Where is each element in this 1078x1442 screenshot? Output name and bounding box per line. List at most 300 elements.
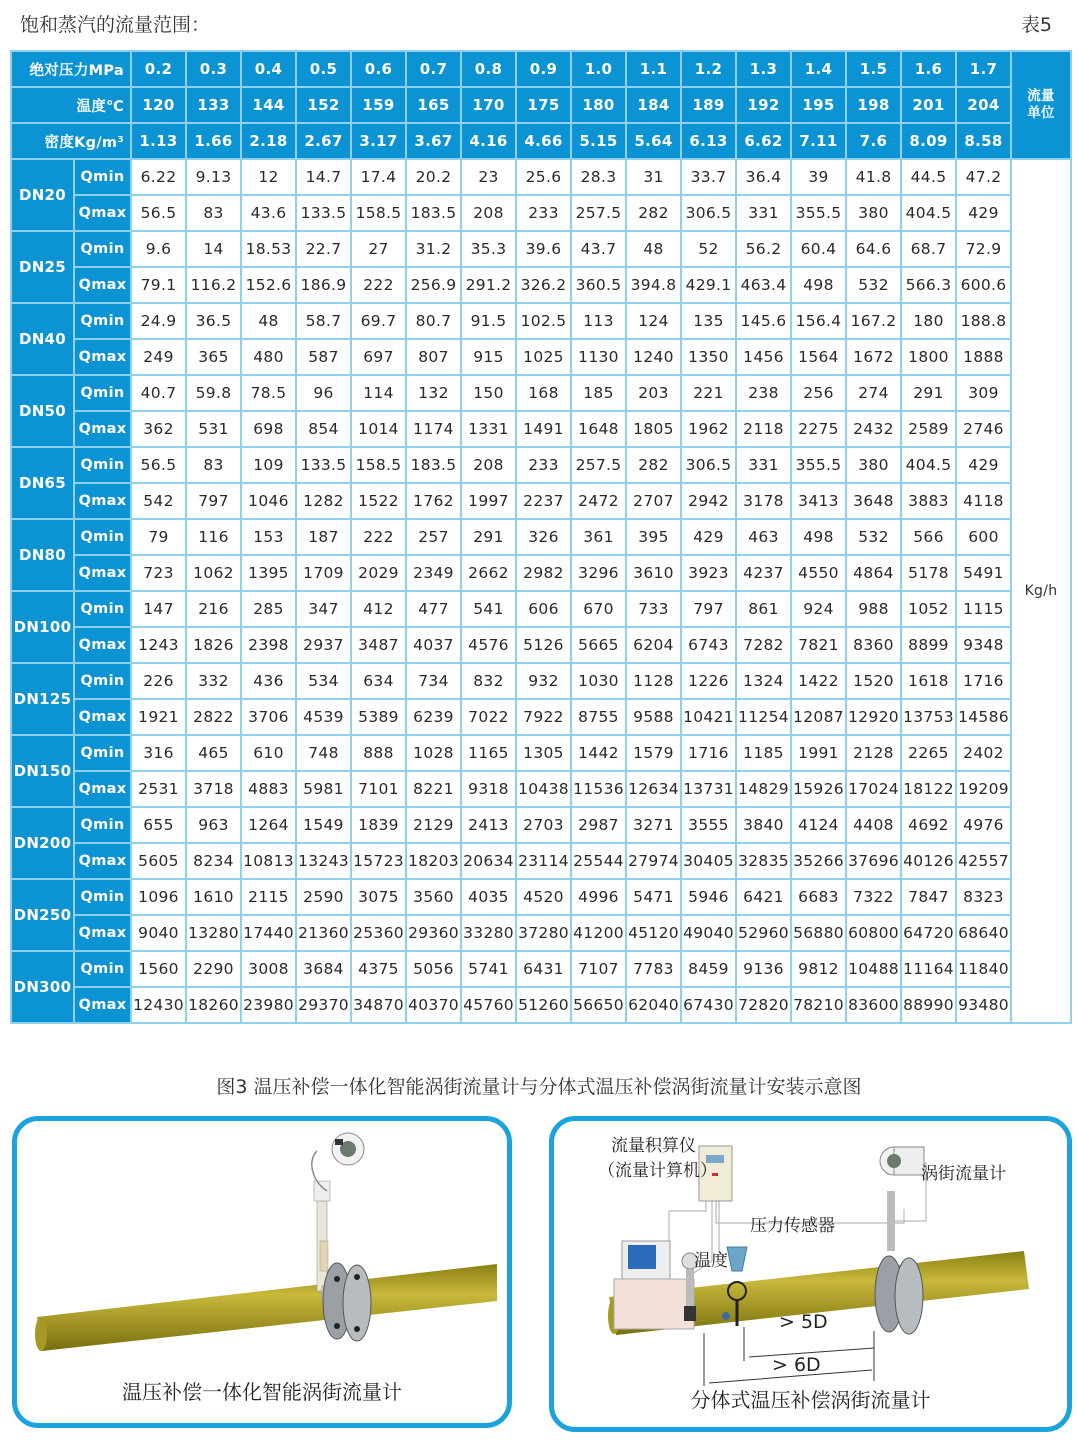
qmin-cell: 109 <box>241 447 296 483</box>
qmax-cell: 1709 <box>296 555 351 591</box>
qmax-label: Qmax <box>74 843 131 879</box>
qmax-cell: 326.2 <box>516 267 571 303</box>
qmin-cell: 1226 <box>681 663 736 699</box>
qmax-cell: 807 <box>406 339 461 375</box>
qmin-cell: 1165 <box>461 735 516 771</box>
qmax-cell: 8360 <box>846 627 901 663</box>
pipe-size-label: DN100 <box>11 591 74 663</box>
qmax-cell: 2275 <box>791 411 846 447</box>
qmax-cell: 12920 <box>846 699 901 735</box>
qmin-cell: 147 <box>131 591 186 627</box>
qmax-cell: 93480 <box>956 987 1011 1023</box>
distance-5d-label: > 5D <box>779 1311 828 1333</box>
qmin-cell: 113 <box>571 303 626 339</box>
integrated-meter-panel <box>12 1116 512 1428</box>
header-cell: 165 <box>406 87 461 123</box>
qmax-cell: 186.9 <box>296 267 351 303</box>
qmin-cell: 1839 <box>351 807 406 843</box>
qmax-cell: 152.6 <box>241 267 296 303</box>
qmax-cell: 1350 <box>681 339 736 375</box>
qmax-cell: 1921 <box>131 699 186 735</box>
header-cell: 1.0 <box>571 51 626 87</box>
qmax-cell: 1997 <box>461 483 516 519</box>
qmax-cell: 20634 <box>461 843 516 879</box>
unit-header-line2: 单位 <box>1027 105 1055 121</box>
qmin-cell: 347 <box>296 591 351 627</box>
qmin-cell: 1991 <box>791 735 846 771</box>
qmin-cell: 309 <box>956 375 1011 411</box>
qmin-cell: 4520 <box>516 879 571 915</box>
qmin-cell: 5946 <box>681 879 736 915</box>
qmin-cell: 78.5 <box>241 375 296 411</box>
qmin-cell: 932 <box>516 663 571 699</box>
qmin-cell: 8459 <box>681 951 736 987</box>
qmin-cell: 79 <box>131 519 186 555</box>
row-header-temperature: 温度℃ <box>11 87 131 123</box>
header-cell: 1.5 <box>846 51 901 87</box>
header-cell: 144 <box>241 87 296 123</box>
qmax-cell: 2398 <box>241 627 296 663</box>
qmax-cell: 1331 <box>461 411 516 447</box>
table-row <box>11 915 1071 951</box>
qmin-cell: 188.8 <box>956 303 1011 339</box>
qmax-cell: 4539 <box>296 699 351 735</box>
qmax-cell: 365 <box>186 339 241 375</box>
qmin-cell: 436 <box>241 663 296 699</box>
qmin-cell: 1520 <box>846 663 901 699</box>
qmin-cell: 9.13 <box>186 159 241 195</box>
qmin-cell: 168 <box>516 375 571 411</box>
qmax-cell: 5126 <box>516 627 571 663</box>
header-cell: 7.6 <box>846 123 901 159</box>
header-cell: 0.4 <box>241 51 296 87</box>
qmax-cell: 62040 <box>626 987 681 1023</box>
qmin-cell: 463 <box>736 519 791 555</box>
header-cell: 7.11 <box>791 123 846 159</box>
qmax-cell: 256.9 <box>406 267 461 303</box>
qmin-cell: 534 <box>296 663 351 699</box>
qmin-cell: 404.5 <box>901 447 956 483</box>
pipe-size-label: DN50 <box>11 375 74 447</box>
steam-flow-range-table <box>10 50 1072 1024</box>
qmax-cell: 1046 <box>241 483 296 519</box>
qmin-cell: 9812 <box>791 951 846 987</box>
qmax-cell: 13243 <box>296 843 351 879</box>
qmin-cell: 3840 <box>736 807 791 843</box>
table-row <box>11 519 1071 555</box>
qmin-cell: 20.2 <box>406 159 461 195</box>
qmin-cell: 14.7 <box>296 159 351 195</box>
qmax-cell: 14829 <box>736 771 791 807</box>
qmin-cell: 133.5 <box>296 447 351 483</box>
qmax-cell: 8755 <box>571 699 626 735</box>
qmin-cell: 96 <box>296 375 351 411</box>
table-number-label: 表5 <box>1020 14 1052 36</box>
qmax-cell: 2707 <box>626 483 681 519</box>
qmax-cell: 13280 <box>186 915 241 951</box>
table-row <box>11 879 1071 915</box>
qmax-cell: 30405 <box>681 843 736 879</box>
qmax-cell: 41200 <box>571 915 626 951</box>
qmax-cell: 158.5 <box>351 195 406 231</box>
qmin-cell: 924 <box>791 591 846 627</box>
pipe-size-label: DN250 <box>11 879 74 951</box>
qmin-cell: 274 <box>846 375 901 411</box>
qmax-cell: 9348 <box>956 627 1011 663</box>
qmax-label: Qmax <box>74 699 131 735</box>
qmin-cell: 238 <box>736 375 791 411</box>
header-cell: 6.62 <box>736 123 791 159</box>
qmax-cell: 37280 <box>516 915 571 951</box>
qmax-cell: 380 <box>846 195 901 231</box>
qmax-cell: 43.6 <box>241 195 296 231</box>
qmin-cell: 6431 <box>516 951 571 987</box>
qmin-cell: 670 <box>571 591 626 627</box>
qmax-cell: 2589 <box>901 411 956 447</box>
qmax-cell: 2662 <box>461 555 516 591</box>
qmax-cell: 1962 <box>681 411 736 447</box>
qmin-cell: 610 <box>241 735 296 771</box>
qmax-cell: 1672 <box>846 339 901 375</box>
qmax-cell: 88990 <box>901 987 956 1023</box>
qmax-cell: 17024 <box>846 771 901 807</box>
qmax-cell: 208 <box>461 195 516 231</box>
qmin-cell: 4408 <box>846 807 901 843</box>
qmin-cell: 285 <box>241 591 296 627</box>
qmax-cell: 33280 <box>461 915 516 951</box>
qmax-cell: 10813 <box>241 843 296 879</box>
qmax-cell: 723 <box>131 555 186 591</box>
pipe-size-label: DN40 <box>11 303 74 375</box>
qmax-cell: 233 <box>516 195 571 231</box>
qmax-cell: 183.5 <box>406 195 461 231</box>
qmin-cell: 23 <box>461 159 516 195</box>
header-cell: 0.6 <box>351 51 406 87</box>
qmin-label: Qmin <box>74 159 131 195</box>
qmax-cell: 360.5 <box>571 267 626 303</box>
qmax-label: Qmax <box>74 987 131 1023</box>
qmin-cell: 145.6 <box>736 303 791 339</box>
header-cell: 5.64 <box>626 123 681 159</box>
qmax-cell: 12087 <box>791 699 846 735</box>
qmin-cell: 36.5 <box>186 303 241 339</box>
qmin-cell: 1305 <box>516 735 571 771</box>
header-cell: 201 <box>901 87 956 123</box>
table-row <box>11 663 1071 699</box>
qmax-cell: 1805 <box>626 411 681 447</box>
qmin-cell: 7107 <box>571 951 626 987</box>
qmax-label: Qmax <box>74 555 131 591</box>
qmax-cell: 2942 <box>681 483 736 519</box>
integrator-sub-label: （流量计算机） <box>598 1161 717 1181</box>
header-cell: 198 <box>846 87 901 123</box>
qmax-cell: 18122 <box>901 771 956 807</box>
qmin-cell: 3271 <box>626 807 681 843</box>
header-cell: 2.18 <box>241 123 296 159</box>
qmax-cell: 797 <box>186 483 241 519</box>
pipe-size-label: DN25 <box>11 231 74 303</box>
qmax-cell: 56650 <box>571 987 626 1023</box>
qmax-cell: 355.5 <box>791 195 846 231</box>
qmin-cell: 2987 <box>571 807 626 843</box>
qmin-cell: 7322 <box>846 879 901 915</box>
qmin-cell: 156.4 <box>791 303 846 339</box>
qmax-cell: 463.4 <box>736 267 791 303</box>
qmin-cell: 733 <box>626 591 681 627</box>
header-row-density <box>11 123 1071 159</box>
header-cell: 1.1 <box>626 51 681 87</box>
header-cell: 0.9 <box>516 51 571 87</box>
header-cell: 189 <box>681 87 736 123</box>
qmin-cell: 7847 <box>901 879 956 915</box>
header-cell: 159 <box>351 87 406 123</box>
qmin-cell: 72.9 <box>956 231 1011 267</box>
qmin-cell: 4976 <box>956 807 1011 843</box>
split-meter-panel <box>549 1116 1072 1432</box>
qmin-cell: 14 <box>186 231 241 267</box>
qmin-cell: 600 <box>956 519 1011 555</box>
qmax-cell: 331 <box>736 195 791 231</box>
qmin-cell: 316 <box>131 735 186 771</box>
qmin-cell: 1716 <box>681 735 736 771</box>
qmax-cell: 7282 <box>736 627 791 663</box>
table-row <box>11 447 1071 483</box>
qmax-cell: 222 <box>351 267 406 303</box>
qmin-cell: 22.7 <box>296 231 351 267</box>
figure-caption: 图3 温压补偿一体化智能涡街流量计与分体式温压补偿涡街流量计安装示意图 <box>216 1076 862 1098</box>
qmax-cell: 2029 <box>351 555 406 591</box>
qmax-cell: 14586 <box>956 699 1011 735</box>
qmin-cell: 2590 <box>296 879 351 915</box>
qmin-cell: 68.7 <box>901 231 956 267</box>
qmax-cell: 3706 <box>241 699 296 735</box>
table-row <box>11 987 1071 1023</box>
qmin-cell: 221 <box>681 375 736 411</box>
qmin-cell: 606 <box>516 591 571 627</box>
qmax-cell: 362 <box>131 411 186 447</box>
header-cell: 192 <box>736 87 791 123</box>
qmax-cell: 78210 <box>791 987 846 1023</box>
qmax-cell: 9318 <box>461 771 516 807</box>
qmin-cell: 11840 <box>956 951 1011 987</box>
qmin-cell: 1579 <box>626 735 681 771</box>
qmin-cell: 3075 <box>351 879 406 915</box>
pipe-size-label: DN125 <box>11 663 74 735</box>
qmin-cell: 216 <box>186 591 241 627</box>
qmax-cell: 2118 <box>736 411 791 447</box>
qmin-cell: 31 <box>626 159 681 195</box>
qmax-cell: 2349 <box>406 555 461 591</box>
qmin-cell: 124 <box>626 303 681 339</box>
qmin-cell: 3555 <box>681 807 736 843</box>
qmax-cell: 72820 <box>736 987 791 1023</box>
qmin-label: Qmin <box>74 663 131 699</box>
qmax-cell: 2432 <box>846 411 901 447</box>
qmax-cell: 18203 <box>406 843 461 879</box>
qmin-cell: 1115 <box>956 591 1011 627</box>
qmax-cell: 394.8 <box>626 267 681 303</box>
pipe-size-label: DN300 <box>11 951 74 1023</box>
table-row <box>11 267 1071 303</box>
qmin-cell: 4996 <box>571 879 626 915</box>
qmax-cell: 45120 <box>626 915 681 951</box>
table-row <box>11 231 1071 267</box>
qmin-cell: 655 <box>131 807 186 843</box>
pipe-size-label: DN20 <box>11 159 74 231</box>
qmax-cell: 1648 <box>571 411 626 447</box>
qmin-cell: 541 <box>461 591 516 627</box>
qmax-cell: 116.2 <box>186 267 241 303</box>
qmin-cell: 59.8 <box>186 375 241 411</box>
qmax-label: Qmax <box>74 627 131 663</box>
qmax-cell: 1522 <box>351 483 406 519</box>
header-cell: 184 <box>626 87 681 123</box>
qmin-cell: 498 <box>791 519 846 555</box>
qmax-label: Qmax <box>74 339 131 375</box>
qmin-cell: 988 <box>846 591 901 627</box>
qmin-cell: 36.4 <box>736 159 791 195</box>
qmax-cell: 49040 <box>681 915 736 951</box>
qmin-cell: 3008 <box>241 951 296 987</box>
qmin-cell: 64.6 <box>846 231 901 267</box>
qmin-cell: 797 <box>681 591 736 627</box>
qmax-cell: 3178 <box>736 483 791 519</box>
qmax-cell: 3487 <box>351 627 406 663</box>
header-cell: 133 <box>186 87 241 123</box>
header-cell: 5.15 <box>571 123 626 159</box>
qmin-cell: 47.2 <box>956 159 1011 195</box>
qmax-label: Qmax <box>74 915 131 951</box>
qmax-cell: 4118 <box>956 483 1011 519</box>
qmin-cell: 306.5 <box>681 447 736 483</box>
qmin-cell: 8323 <box>956 879 1011 915</box>
qmin-cell: 132 <box>406 375 461 411</box>
split-meter-caption: 分体式温压补偿涡街流量计 <box>690 1388 931 1412</box>
computer-icon <box>614 1241 694 1329</box>
qmin-cell: 2413 <box>461 807 516 843</box>
qmin-cell: 1716 <box>956 663 1011 699</box>
qmin-label: Qmin <box>74 591 131 627</box>
qmax-cell: 249 <box>131 339 186 375</box>
pressure-sensor-label: 压力传感器 <box>750 1216 835 1236</box>
qmax-cell: 306.5 <box>681 195 736 231</box>
header-cell: 1.6 <box>901 51 956 87</box>
table-row <box>11 303 1071 339</box>
qmin-cell: 150 <box>461 375 516 411</box>
qmax-cell: 23980 <box>241 987 296 1023</box>
qmax-cell: 40126 <box>901 843 956 879</box>
qmax-cell: 1826 <box>186 627 241 663</box>
qmax-cell: 3296 <box>571 555 626 591</box>
unit-header <box>1011 51 1071 159</box>
qmin-cell: 27 <box>351 231 406 267</box>
row-header-density: 密度Kg/m³ <box>11 123 131 159</box>
qmin-cell: 4035 <box>461 879 516 915</box>
qmin-label: Qmin <box>74 519 131 555</box>
qmax-cell: 7022 <box>461 699 516 735</box>
qmax-cell: 7821 <box>791 627 846 663</box>
header-cell: 175 <box>516 87 571 123</box>
qmin-label: Qmin <box>74 447 131 483</box>
qmax-cell: 68640 <box>956 915 1011 951</box>
qmin-cell: 114 <box>351 375 406 411</box>
qmax-cell: 1014 <box>351 411 406 447</box>
table-row <box>11 375 1071 411</box>
qmax-cell: 17440 <box>241 915 296 951</box>
qmax-cell: 1243 <box>131 627 186 663</box>
qmin-cell: 222 <box>351 519 406 555</box>
table-row <box>11 699 1071 735</box>
qmin-label: Qmin <box>74 951 131 987</box>
qmin-cell: 80.7 <box>406 303 461 339</box>
qmax-cell: 32835 <box>736 843 791 879</box>
qmin-cell: 203 <box>626 375 681 411</box>
table-row <box>11 339 1071 375</box>
qmax-cell: 1888 <box>956 339 1011 375</box>
qmax-cell: 480 <box>241 339 296 375</box>
qmin-cell: 39.6 <box>516 231 571 267</box>
qmin-cell: 282 <box>626 447 681 483</box>
qmin-cell: 1618 <box>901 663 956 699</box>
qmax-cell: 498 <box>791 267 846 303</box>
qmin-cell: 5741 <box>461 951 516 987</box>
qmin-cell: 40.7 <box>131 375 186 411</box>
qmax-cell: 133.5 <box>296 195 351 231</box>
header-cell: 0.2 <box>131 51 186 87</box>
qmin-cell: 1030 <box>571 663 626 699</box>
qmax-cell: 1762 <box>406 483 461 519</box>
qmax-cell: 12634 <box>626 771 681 807</box>
qmin-cell: 1560 <box>131 951 186 987</box>
qmin-cell: 12 <box>241 159 296 195</box>
qmax-cell: 12430 <box>131 987 186 1023</box>
qmax-cell: 8899 <box>901 627 956 663</box>
qmax-cell: 29370 <box>296 987 351 1023</box>
qmin-cell: 58.7 <box>296 303 351 339</box>
qmin-cell: 532 <box>846 519 901 555</box>
qmin-label: Qmin <box>74 807 131 843</box>
qmax-cell: 56.5 <box>131 195 186 231</box>
header-cell: 0.5 <box>296 51 351 87</box>
qmax-cell: 5178 <box>901 555 956 591</box>
qmax-cell: 2937 <box>296 627 351 663</box>
qmax-cell: 531 <box>186 411 241 447</box>
qmax-cell: 1395 <box>241 555 296 591</box>
qmin-cell: 465 <box>186 735 241 771</box>
qmax-cell: 587 <box>296 339 351 375</box>
header-cell: 195 <box>791 87 846 123</box>
qmin-cell: 31.2 <box>406 231 461 267</box>
qmin-cell: 4375 <box>351 951 406 987</box>
qmax-cell: 18260 <box>186 987 241 1023</box>
row-header-pressure: 绝对压力MPa <box>11 51 131 87</box>
qmax-cell: 1174 <box>406 411 461 447</box>
header-cell: 6.13 <box>681 123 736 159</box>
qmin-cell: 429 <box>956 447 1011 483</box>
qmax-cell: 56880 <box>791 915 846 951</box>
qmin-cell: 888 <box>351 735 406 771</box>
qmin-cell: 4124 <box>791 807 846 843</box>
distance-6d-label: > 6D <box>772 1354 821 1376</box>
table-row <box>11 735 1071 771</box>
qmin-cell: 1128 <box>626 663 681 699</box>
qmax-cell: 8221 <box>406 771 461 807</box>
vortex-meter-label: 涡街流量计 <box>921 1164 1006 1184</box>
qmin-cell: 6683 <box>791 879 846 915</box>
qmin-cell: 1549 <box>296 807 351 843</box>
qmax-cell: 10421 <box>681 699 736 735</box>
qmin-cell: 48 <box>626 231 681 267</box>
